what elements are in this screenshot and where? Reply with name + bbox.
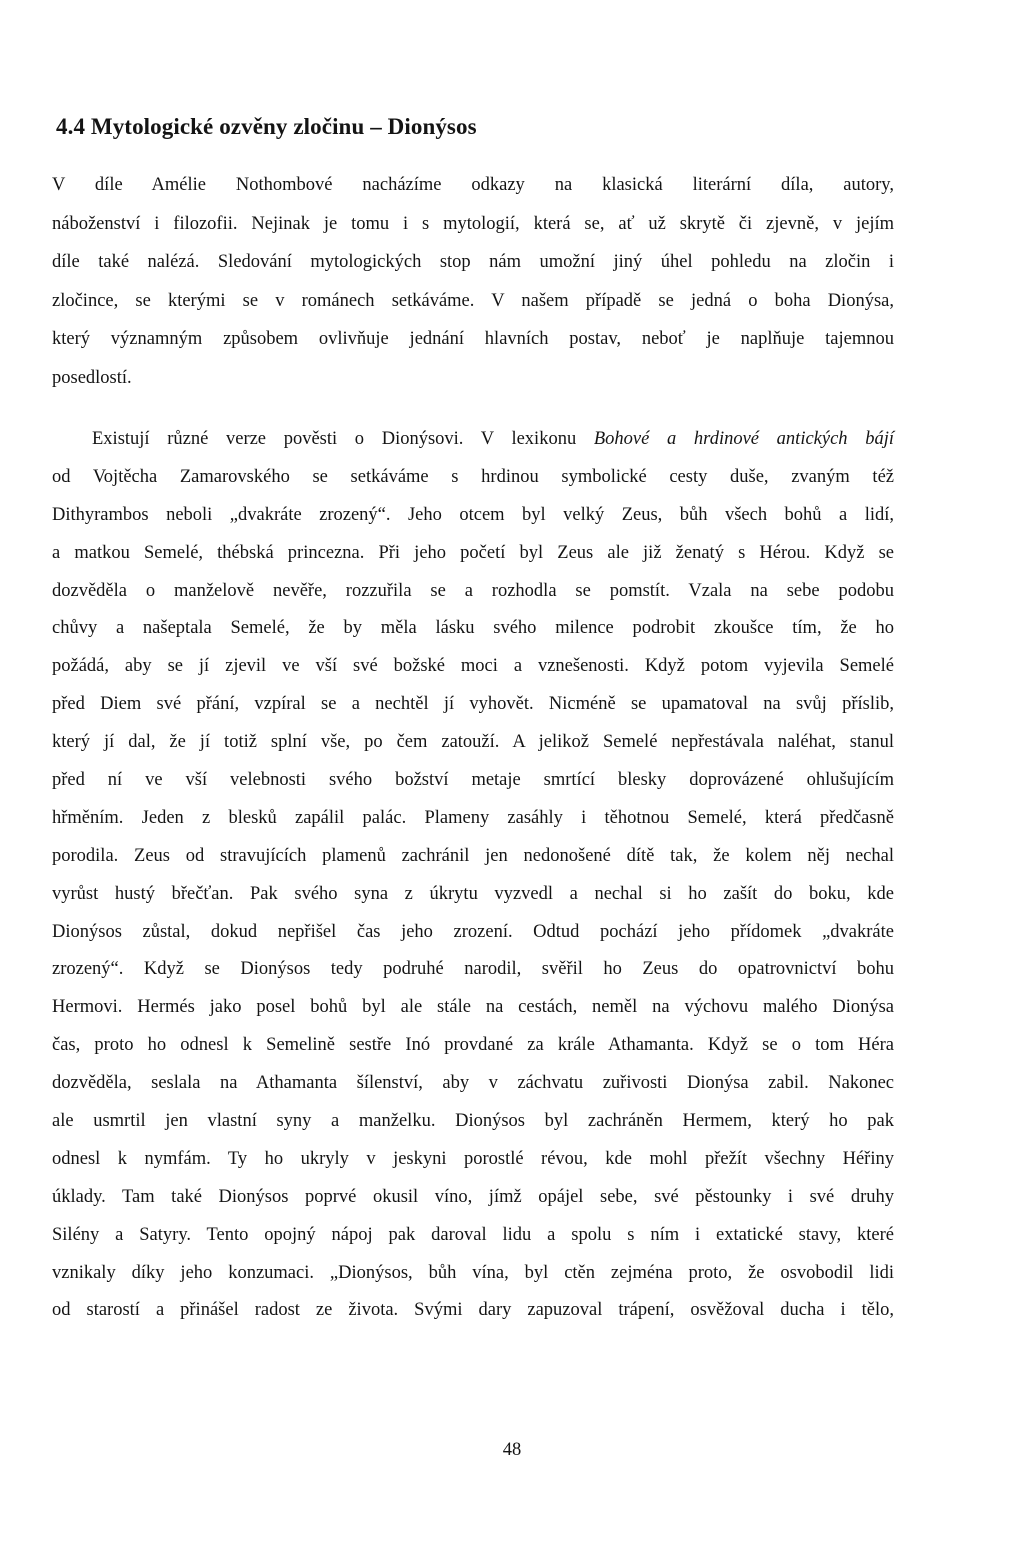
text-line: od starostí a přinášel radost ze života. Svými dary zapuzoval trápení, osvěžoval ducha i tělo, [52,1300,894,1321]
book-title: Bohové a hrdinové antických bájí [593,429,894,449]
section-heading: 4.4 Mytologické ozvěny zločinu – Dionýsos [56,114,477,139]
text-line: dozvěděla, seslala na Athamanta šílenství, aby v záchvatu zuřivosti Dionýsa zabil. Nakonec [52,1073,894,1094]
text-line: odnesl k nymfám. Ty ho ukryly v jeskyni porostlé révou, kde mohl přežít všechny Héřiny [52,1148,894,1169]
text-line: úklady. Tam také Dionýsos poprvé okusil víno, jímž opájel sebe, své pěstounky i své druhy [52,1186,894,1207]
text-line: Dithyrambos neboli „dvakráte zrozený“. Jeho otcem byl velký Zeus, bůh všech bohů a lidí, [52,504,894,525]
text-line: Dionýsos zůstal, dokud nepřišel čas jeho zrození. Odtud pochází jeho přídomek „dvakráte [52,921,894,942]
text-line: chůvy a našeptala Semelé, že by měla lásku svého milence podrobit zkoušce tím, že ho [52,618,894,639]
paragraph-2 [52,421,894,1330]
page-number: 48 [502,1440,522,1460]
text-line: díle také nalézá. Sledování mytologických stop nám umožní jiný úhel pohledu na zločin i [52,252,894,273]
text-line: porodila. Zeus od stravujících plamenů zachránil jen nedonošené dítě tak, že kolem něj nechal [52,845,894,866]
text-line: požádá, aby se jí zjevil ve vší své božské moci a vznešenosti. Když potom vyjevila Semelé [52,656,894,677]
text-line: před ní ve vší velebnosti svého božství metaje smrtící blesky doprovázené ohlušujícím [52,770,894,791]
text-line: od Vojtěcha Zamarovského se setkáváme s hrdinou symbolické cesty duše, zvaným též [52,466,894,487]
text-line-first [52,421,894,459]
text-line: a matkou Semelé, thébská princezna. Při jeho početí byl Zeus ale již ženatý s Hérou. Když se [52,542,894,563]
text-line: zločince, se kterými se v románech setkáváme. V našem případě se jedná o boha Dionýsa, [52,290,894,311]
text-line: vyrůst hustý břečťan. Pak svého syna z úkrytu vyzvedl a nechal si ho zašít do boku, kde [52,883,894,904]
text-line: náboženství i filozofii. Nejinak je tomu i s mytologií, která se, ať už skrytě či zjevně, v jejím [52,213,894,234]
paragraph-1 [52,166,894,398]
text-line: hřměním. Jeden z blesků zapálil palác. Plameny zasáhly i těhotnou Semelé, která předčasně [52,807,894,828]
text-line: dozvěděla o manželově nevěře, rozzuřila se a rozhodla se pomstít. Vzala na sebe podobu [52,580,894,601]
text-line: ale usmrtil jen vlastní syny a manželku. Dionýsos byl zachráněn Hermem, který ho pak [52,1111,894,1132]
text-line: V díle Amélie Nothombové nacházíme odkazy na klasická literární díla, autory, [52,175,894,195]
text-line: vznikaly díky jeho konzumaci. „Dionýsos, bůh vína, byl ctěn zejména proto, že osvobodil lidi [52,1262,894,1283]
text-line: čas, proto ho odnesl k Semelině sestře Inó provdané za krále Athamanta. Když se o tom Héra [52,1035,894,1056]
text-line: Silény a Satyry. Tento opojný nápoj pak daroval lidu a spolu s ním i extatické stavy, které [52,1224,894,1245]
text-line: Hermovi. Hermés jako posel bohů byl ale stále na cestách, neměl na výchovu malého Dionýsa [52,997,894,1018]
text-line: který významným způsobem ovlivňuje jednání hlavních postav, neboť je naplňuje tajemnou [52,329,894,350]
text-line: který jí dal, že jí totiž splní vše, po čem zatouží. A jelikož Semelé nepřestávala naléhat, stanul [52,732,894,753]
text-line: před Diem své přání, vzpíral se a nechtěl jí vyhovět. Nicméně se upamatoval na svůj příslib, [52,694,894,715]
text-line: posedlostí. [52,367,132,388]
text-line: zrozený“. Když se Dionýsos tedy podruhé narodil, svěřil ho Zeus do opatrovnictví bohu [52,959,894,980]
text-run: Existují různé verze pověsti o Dionýsovi. V lexikonu [92,429,594,449]
